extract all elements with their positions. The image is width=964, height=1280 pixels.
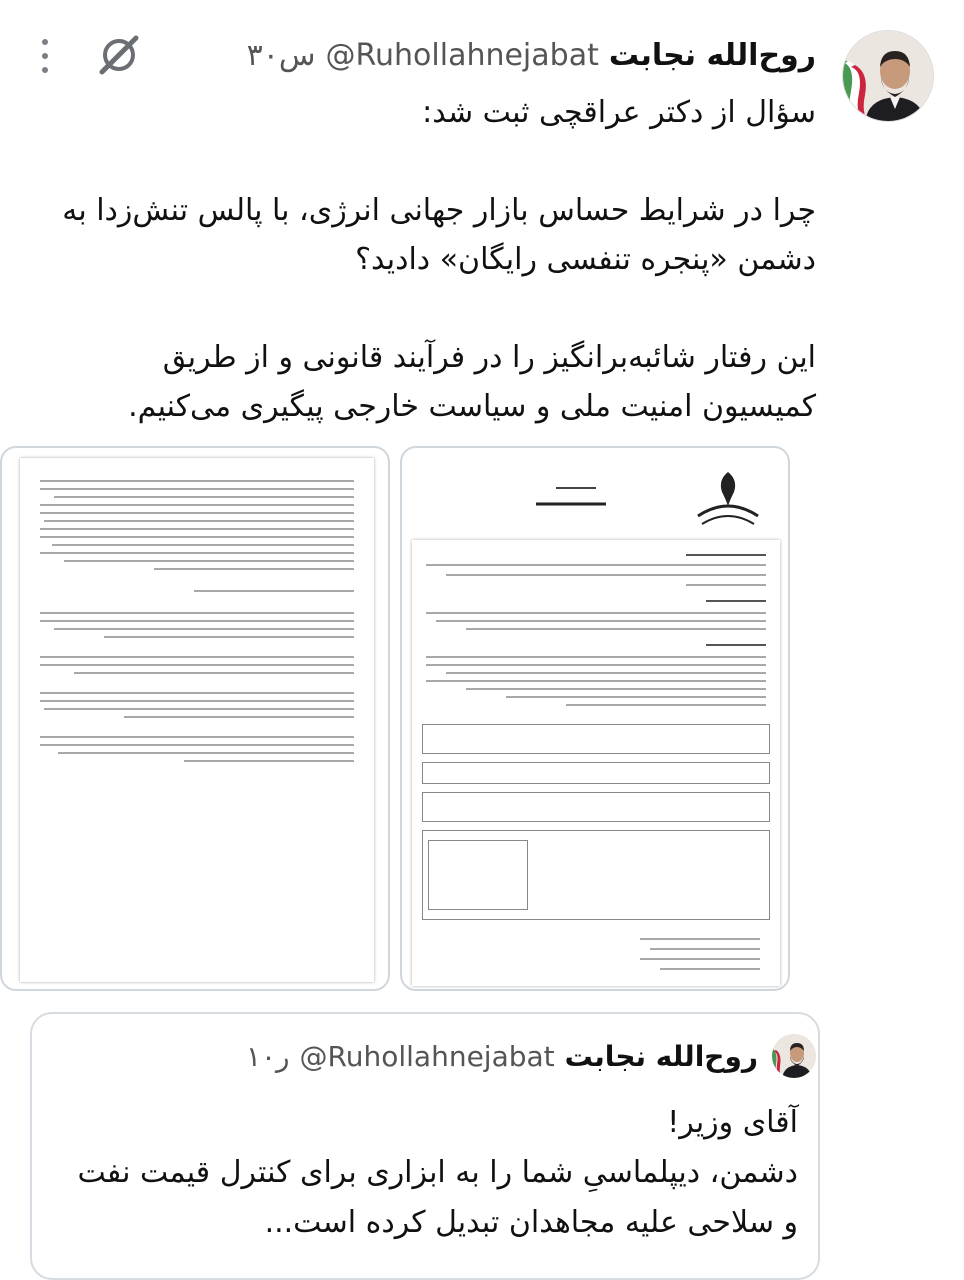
document-page <box>20 458 374 982</box>
tweet-header <box>247 32 816 78</box>
quoted-author-handle[interactable]: @Ruhollahnejabat <box>299 1039 555 1073</box>
author-handle[interactable]: @Ruhollahnejabat <box>325 37 599 73</box>
tweet-time[interactable]: ۳۰س <box>246 37 316 73</box>
quoted-time[interactable]: ۱۰ر <box>245 1039 290 1073</box>
more-vertical-icon[interactable] <box>38 36 52 76</box>
media-grid <box>0 446 964 991</box>
grok-icon[interactable] <box>96 32 142 78</box>
quoted-body <box>58 1098 798 1248</box>
quoted-line: آقای وزیر! <box>667 1105 798 1140</box>
avatar[interactable] <box>842 30 934 122</box>
quoted-tweet[interactable] <box>30 1012 820 1280</box>
letterhead-text <box>526 478 616 518</box>
avatar-image <box>772 1034 816 1078</box>
document-page <box>412 540 780 986</box>
tweet-body <box>56 88 816 431</box>
tweet-paragraph: چرا در شرایط حساس بازار جهانی انرژی، با پالس تنش‌زدا به دشمن «پنجره تنفسی رایگان» دادید؟ <box>62 193 816 277</box>
document-image-text[interactable] <box>0 446 390 991</box>
document-image-form[interactable] <box>400 446 790 991</box>
tweet-paragraph: این رفتار شائبه‌برانگیز را در فرآیند قانونی و از طریق کمیسیون امنیت ملی و سیاست خارجی پیگیری می‌کنیم. <box>128 340 816 424</box>
tweet-paragraph: سؤال از دکتر عراقچی ثبت شد: <box>422 95 816 130</box>
quoted-line: دشمن، دیپلماسیِ شما را به ابزاری برای کنترل قیمت نفت و سلاحی علیه مجاهدان تبدیل کرده است... <box>77 1155 798 1240</box>
quoted-header <box>246 1034 758 1078</box>
parliament-emblem <box>688 466 768 530</box>
quoted-avatar[interactable] <box>772 1034 816 1078</box>
avatar-image <box>843 31 934 122</box>
quoted-author-name[interactable]: روح‌الله نجابت <box>564 1039 758 1073</box>
author-name[interactable]: روح‌الله نجابت <box>608 37 816 73</box>
tweet <box>0 0 964 440</box>
